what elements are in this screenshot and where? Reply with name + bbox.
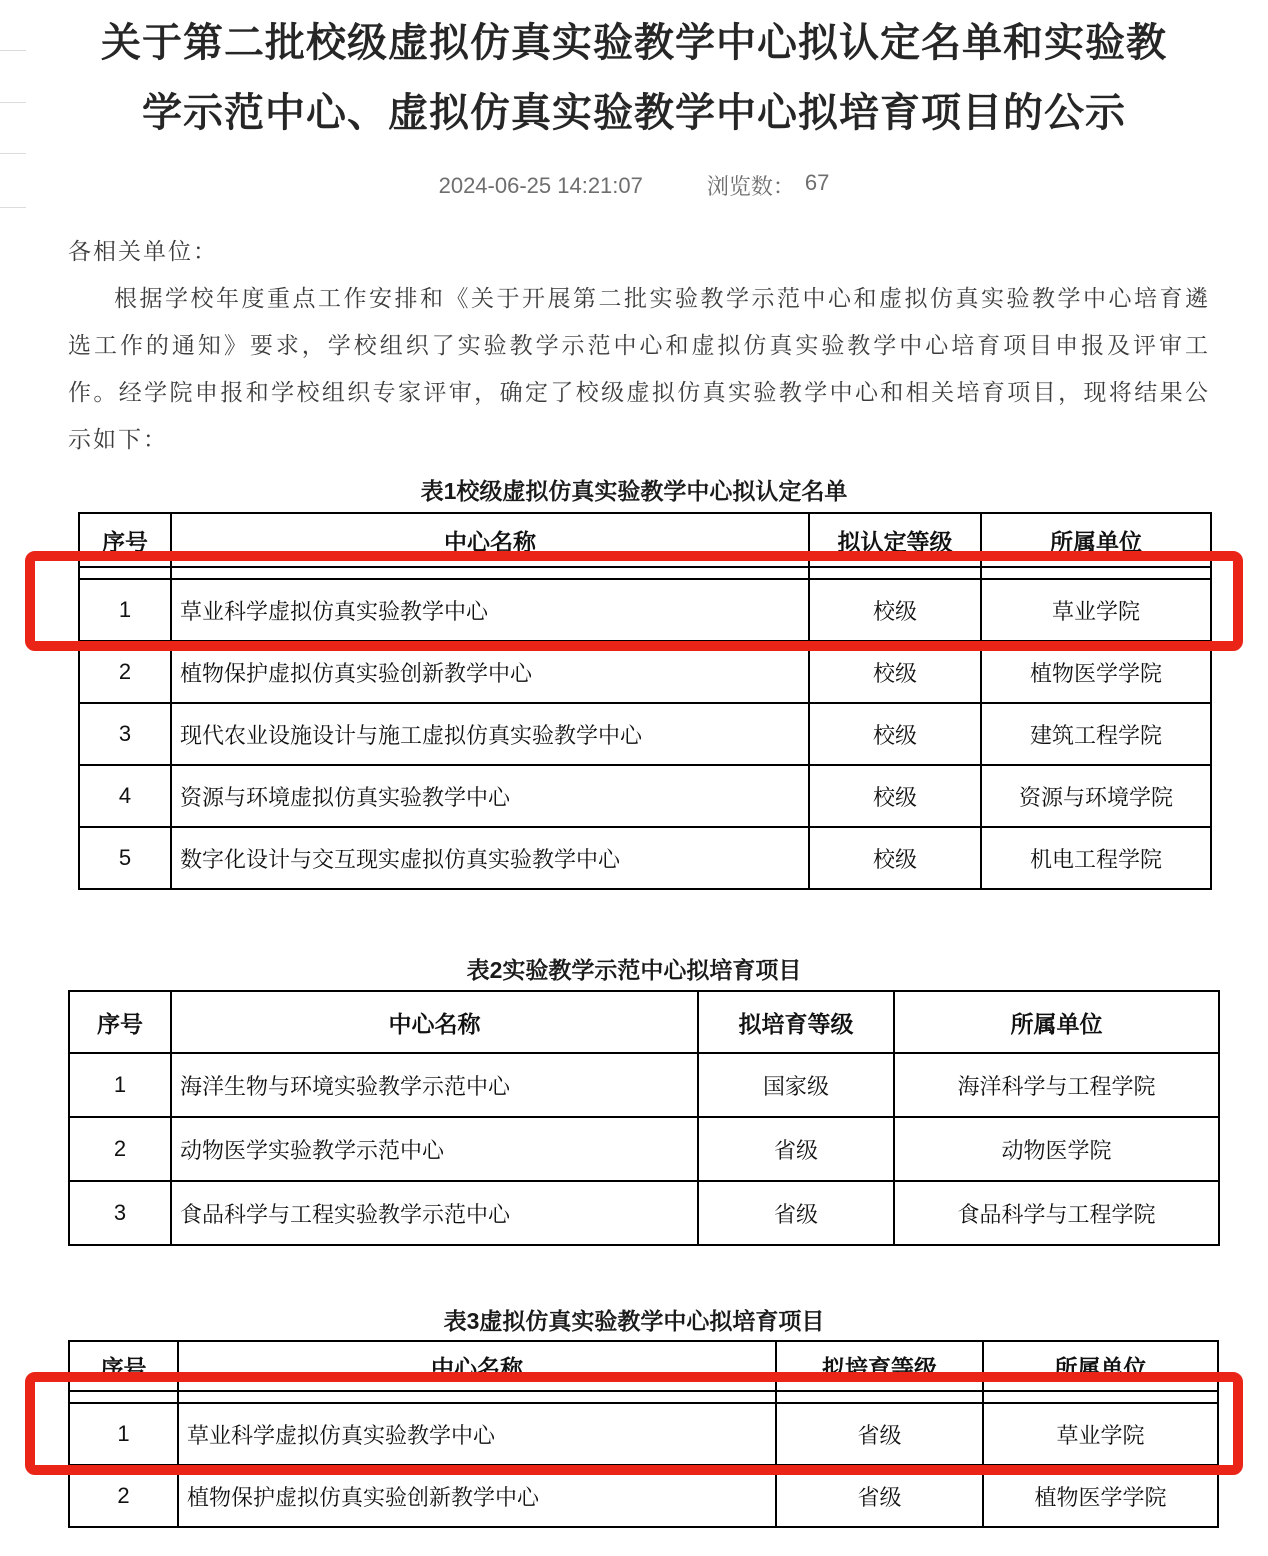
cell-level: 省级 [776,1465,983,1527]
cell-level: 校级 [809,579,981,641]
table-row [69,1465,1218,1527]
table-header-cell: 拟认定等级 [809,513,981,567]
table-header-row [69,1341,1218,1391]
cell-unit: 海洋科学与工程学院 [894,1053,1219,1117]
table-header-cell: 中心名称 [178,1341,776,1391]
table-row [79,765,1211,827]
edge-separator-line [0,102,26,103]
table-row [79,641,1211,703]
table-row [79,579,1211,641]
cell-center-name: 海洋生物与环境实验教学示范中心 [171,1053,698,1117]
cell-index: 2 [69,1117,171,1181]
table-header-cell: 所属单位 [894,991,1219,1053]
cell-level: 校级 [809,765,981,827]
table-spacer-row [69,1391,1218,1403]
table2-title: 表2实验教学示范中心拟培育项目 [466,957,802,983]
table-header-cell: 拟培育等级 [776,1341,983,1391]
cell-level: 校级 [809,827,981,889]
table-row [79,827,1211,889]
cell-unit: 植物医学学院 [981,641,1211,703]
cell-index: 2 [79,641,171,703]
cell-unit: 机电工程学院 [981,827,1211,889]
cell-unit: 资源与环境学院 [981,765,1211,827]
cell-unit: 植物医学学院 [983,1465,1218,1527]
cell-center-name: 数字化设计与交互现实虚拟仿真实验教学中心 [171,827,809,889]
intro-paragraph: 根据学校年度重点工作安排和《关于开展第二批实验教学示范中心和虚拟仿真实验教学中心培育遴选工作的通知》要求，学校组织了实验教学示范中心和虚拟仿真实验教学中心培育项目申报及评审工作。经学院申报和学校组织专家评审，确定了校级虚拟仿真实验教学中心和相关培育项目，现将结果公示如下： [68,285,1210,452]
table-header-cell: 所属单位 [981,513,1211,567]
table-header-cell: 序号 [79,513,171,567]
cell-unit: 草业学院 [981,579,1211,641]
table-row [69,1181,1219,1245]
table-header-cell: 中心名称 [171,513,809,567]
cell-level: 校级 [809,641,981,703]
cell-index: 2 [69,1465,178,1527]
table-header-cell: 序号 [69,1341,178,1391]
cell-center-name: 动物医学实验教学示范中心 [171,1117,698,1181]
view-counter [707,170,830,201]
salutation: 各相关单位： [68,238,218,264]
cell-level: 国家级 [698,1053,894,1117]
page-title [50,8,1218,148]
table-header-row [79,513,1211,567]
table-row [69,1053,1219,1117]
table-spacer-row [79,567,1211,579]
edge-separator-line [0,153,26,154]
table-header-cell: 拟培育等级 [698,991,894,1053]
cell-unit: 食品科学与工程学院 [894,1181,1219,1245]
table-row [69,1117,1219,1181]
cell-index: 1 [79,579,171,641]
page-title-line2: 学示范中心、虚拟仿真实验教学中心拟培育项目的公示 [142,91,1126,135]
table-row [79,703,1211,765]
table1-title: 表1校级虚拟仿真实验教学中心拟认定名单 [420,478,848,504]
cell-level: 省级 [776,1403,983,1465]
body-text [68,228,1210,486]
cell-center-name: 草业科学虚拟仿真实验教学中心 [178,1403,776,1465]
cell-center-name: 现代农业设施设计与施工虚拟仿真实验教学中心 [171,703,809,765]
cell-index: 3 [79,703,171,765]
page-title-line1: 关于第二批校级虚拟仿真实验教学中心拟认定名单和实验教 [101,21,1167,65]
publish-date: 2024-06-25 14:21:07 [438,172,643,198]
cell-index: 1 [69,1403,178,1465]
cell-level: 校级 [809,703,981,765]
cell-center-name: 植物保护虚拟仿真实验创新教学中心 [171,641,809,703]
cell-unit: 动物医学院 [894,1117,1219,1181]
cell-center-name: 草业科学虚拟仿真实验教学中心 [171,579,809,641]
views-label: 浏览数： [706,174,795,199]
table3-title: 表3虚拟仿真实验教学中心拟培育项目 [443,1308,825,1334]
cell-index: 3 [69,1181,171,1245]
table-header-cell: 中心名称 [171,991,698,1053]
meta-row [0,170,1268,201]
cell-index: 4 [79,765,171,827]
table-header-cell: 序号 [69,991,171,1053]
cell-index: 1 [69,1053,171,1117]
cell-level: 省级 [698,1181,894,1245]
cell-center-name: 食品科学与工程实验教学示范中心 [171,1181,698,1245]
cell-unit: 建筑工程学院 [981,703,1211,765]
cell-center-name: 植物保护虚拟仿真实验创新教学中心 [178,1465,776,1527]
edge-separator-line [0,50,26,51]
views-count: 67 [804,170,830,195]
cell-level: 省级 [698,1117,894,1181]
cell-center-name: 资源与环境虚拟仿真实验教学中心 [171,765,809,827]
cell-index: 5 [79,827,171,889]
table-header-row [69,991,1219,1053]
cell-unit: 草业学院 [983,1403,1218,1465]
table-row [69,1403,1218,1465]
edge-separator-line [0,207,26,208]
table-header-cell: 所属单位 [983,1341,1218,1391]
